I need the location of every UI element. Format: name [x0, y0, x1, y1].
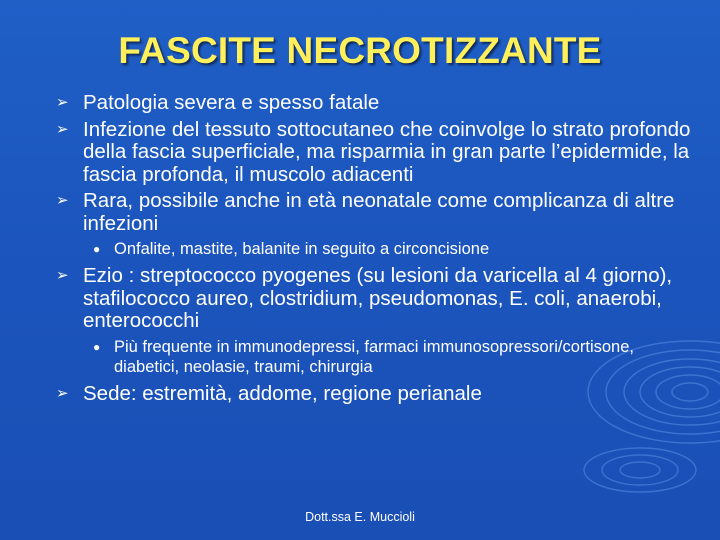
sub-bullet-text: Più frequente in immunodepressi, farmaci immunosopressori/cortisone, diabetici, neolasie, traumi, chirurgia	[114, 337, 634, 376]
sub-bullet-item	[93, 337, 696, 377]
bullet-item	[56, 92, 696, 115]
sub-bullet-text: Onfalite, mastite, balanite in seguito a circoncisione	[114, 240, 490, 258]
arrowhead-bullet-icon: ➢	[56, 120, 69, 138]
arrowhead-bullet-icon: ➢	[56, 94, 69, 111]
dot-bullet-icon: ●	[93, 242, 101, 256]
sub-bullet-item	[93, 239, 696, 259]
bullet-item	[56, 190, 696, 235]
arrowhead-bullet-icon: ➢	[56, 384, 69, 402]
bullet-item	[56, 265, 696, 333]
bullet-text: Infezione del tessuto sottocutaneo che coinvolge lo strato profondo della fascia superficiale, ma risparmia in gran parte l’epidermide, la fascia profonda, il muscolo adiacenti	[83, 117, 691, 186]
dot-bullet-icon: ●	[93, 339, 101, 354]
bullet-item	[56, 383, 696, 406]
bullet-text: Sede: estremità, addome, regione perianale	[83, 381, 482, 405]
bullet-text: Ezio : streptococco pyogenes (su lesioni da varicella al 4 giorno), stafilococco aureo, clostridium, pseudomonas, E. coli, anaerobi, enterococchi	[83, 264, 673, 332]
arrowhead-bullet-icon: ➢	[56, 192, 69, 209]
bullet-text: Rara, possibile anche in età neonatale come complicanza di altre infezioni	[83, 189, 675, 235]
arrowhead-bullet-icon: ➢	[56, 267, 69, 284]
bullet-text: Patologia severa e spesso fatale	[83, 91, 380, 114]
bullet-list	[56, 92, 696, 409]
slide-footer: Dott.ssa E. Muccioli	[305, 510, 415, 524]
slide-title: FASCITE NECROTIZZANTE	[118, 30, 602, 71]
bullet-item	[56, 119, 696, 187]
